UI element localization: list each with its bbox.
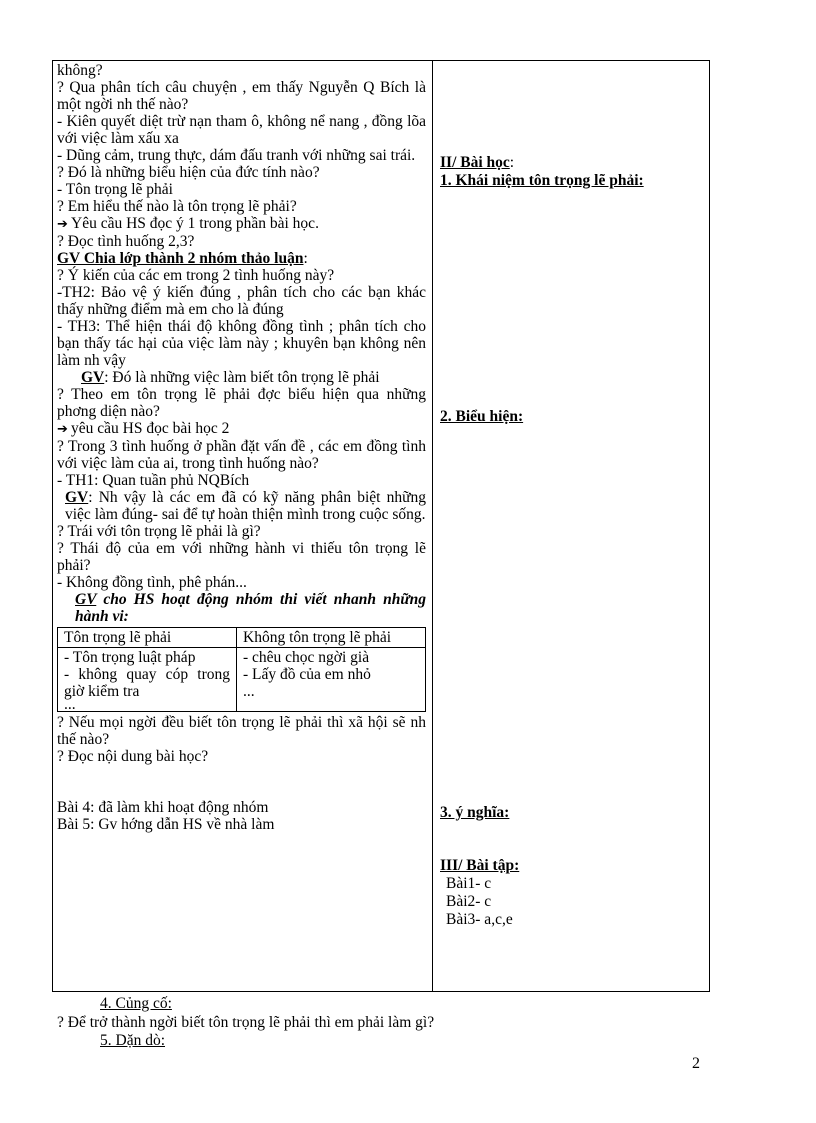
meaning-heading: 3. ý nghĩa:	[440, 804, 510, 821]
text-line: không?	[57, 62, 103, 79]
text-line: - TH1: Quan tuần phủ NQBích	[57, 472, 250, 489]
table-row	[58, 648, 426, 712]
expression-heading: 2. Biểu hiện:	[440, 408, 524, 425]
table-cell	[237, 648, 426, 712]
blank-space	[57, 765, 426, 799]
table-cell-line: - Lấy đồ của em nhỏ	[243, 666, 371, 683]
text-line: ? Ý kiến của các em trong 2 tình huống này?	[57, 267, 335, 284]
text-line: -TH2: Bảo vệ ý kiến đúng , phân tích cho các bạn khác thấy những điểm mà em cho là đúng	[57, 284, 426, 318]
table-header-cell: Không tôn trọng lẽ phải	[237, 628, 426, 648]
text-line: Bài 5: Gv hớng dẫn HS về nhà làm	[57, 816, 275, 833]
text-line: ? Qua phân tích câu chuyện , em thấy Nguyễn Q Bích là một ngời nh thế nào?	[57, 79, 426, 113]
table-header-cell: Tôn trọng lẽ phải	[58, 628, 237, 648]
teacher-note	[57, 369, 426, 386]
text-line: ? Trái với tôn trọng lẽ phải là gì?	[57, 523, 261, 540]
exercise-answer: Bài3- a,c,e	[446, 911, 513, 928]
text-line: - Không đồng tình, phê phán...	[57, 574, 247, 591]
teacher-note-text: : Nh vậy là các em đã có kỹ năng phân biệt những việc làm đúng- sai để tự hoàn thiện mình trong cuộc sống.	[65, 489, 426, 523]
consolidate-question: ? Để trở thành ngời biết tôn trọng lẽ phải thì em phải làm gì?	[57, 1014, 435, 1031]
group-instruction	[57, 250, 426, 267]
arrow-right-icon: ➔	[57, 422, 68, 437]
text-line: ? Trong 3 tình huống ở phần đặt vấn đề , các em đồng tình với việc làm của ai, trong tình huống nào?	[57, 438, 426, 472]
instruction-line	[57, 420, 426, 438]
text-line: ? Thái độ của em với những hành vi thiếu tôn trọng lẽ phải?	[57, 540, 426, 574]
teacher-label: GV	[65, 489, 89, 506]
homework-heading: 5. Dặn dò:	[100, 1032, 166, 1049]
instruction-text: Yêu cầu HS đọc ý 1 trong phần bài học.	[71, 215, 319, 232]
section-lesson-heading	[440, 154, 514, 171]
teacher-label: GV	[75, 591, 97, 608]
behaviour-table	[57, 627, 426, 712]
table-cell-line: ...	[64, 700, 76, 710]
section-lesson-colon: :	[509, 154, 515, 171]
table-header-row	[58, 628, 426, 648]
table-cell-line: - Tôn trọng luật pháp	[64, 649, 196, 666]
text-line: ? Theo em tôn trọng lẽ phải đợc biểu hiện qua những phơng diện nào?	[57, 386, 426, 420]
text-line: ? Đó là những biểu hiện của đức tính nào?	[57, 164, 320, 181]
text-line: ? Đọc nội dung bài học?	[57, 748, 209, 765]
page-number: 2	[692, 1055, 700, 1072]
text-line: ? Em hiểu thế nào là tôn trọng lẽ phải?	[57, 198, 297, 215]
section-lesson-title: II/ Bài học	[440, 154, 510, 171]
arrow-right-icon: ➔	[57, 217, 68, 232]
text-line: - Dũng cảm, trung thực, dám đấu tranh với những sai trái.	[57, 147, 416, 164]
text-line: ? Nếu mọi ngời đều biết tôn trọng lẽ phải thì xã hội sẽ nh thế nào?	[57, 714, 426, 748]
teacher-label: GV	[81, 369, 105, 386]
table-cell-line: ...	[243, 683, 255, 700]
teacher-group-task-text: cho HS hoạt động nhóm thi viết nhanh những hành vi:	[75, 591, 426, 625]
instruction-line	[57, 215, 426, 233]
consolidate-heading: 4. Củng cố:	[100, 995, 172, 1012]
teaching-activities-column	[57, 62, 426, 833]
group-instruction-colon: :	[303, 250, 308, 267]
text-line: - TH3: Thể hiện thái độ không đồng tình ; phân tích cho bạn thấy tác hại của việc làm này ; khuyên bạn không nên làm nh vậy	[57, 318, 426, 369]
exercise-heading: III/ Bài tập:	[440, 857, 520, 874]
text-line: - Tôn trọng lẽ phải	[57, 181, 173, 198]
table-cell	[58, 648, 237, 712]
instruction-text: yêu cầu HS đọc bài học 2	[71, 420, 230, 437]
teacher-group-task	[57, 591, 426, 625]
teacher-note-text: : Đó là những việc làm biết tôn trọng lẽ phải	[104, 369, 380, 386]
text-line: Bài 4: đã làm khi hoạt động nhóm	[57, 799, 269, 816]
column-divider	[432, 60, 433, 992]
text-line: ? Đọc tình huống 2,3?	[57, 233, 195, 250]
exercise-answer: Bài2- c	[446, 893, 492, 910]
table-cell-line: - chêu chọc ngời già	[243, 649, 370, 666]
concept-heading: 1. Khái niệm tôn trọng lẽ phải:	[440, 172, 644, 189]
group-instruction-label: GV Chia lớp thành 2 nhóm thảo luận	[57, 250, 304, 267]
table-cell-line: - không quay cóp trong giờ kiểm tra	[64, 666, 230, 700]
teacher-note	[57, 489, 426, 523]
text-line: - Kiên quyết diệt trừ nạn tham ô, không nể nang , đồng lõa với việc làm xấu xa	[57, 113, 426, 147]
exercise-answer: Bài1- c	[446, 875, 492, 892]
